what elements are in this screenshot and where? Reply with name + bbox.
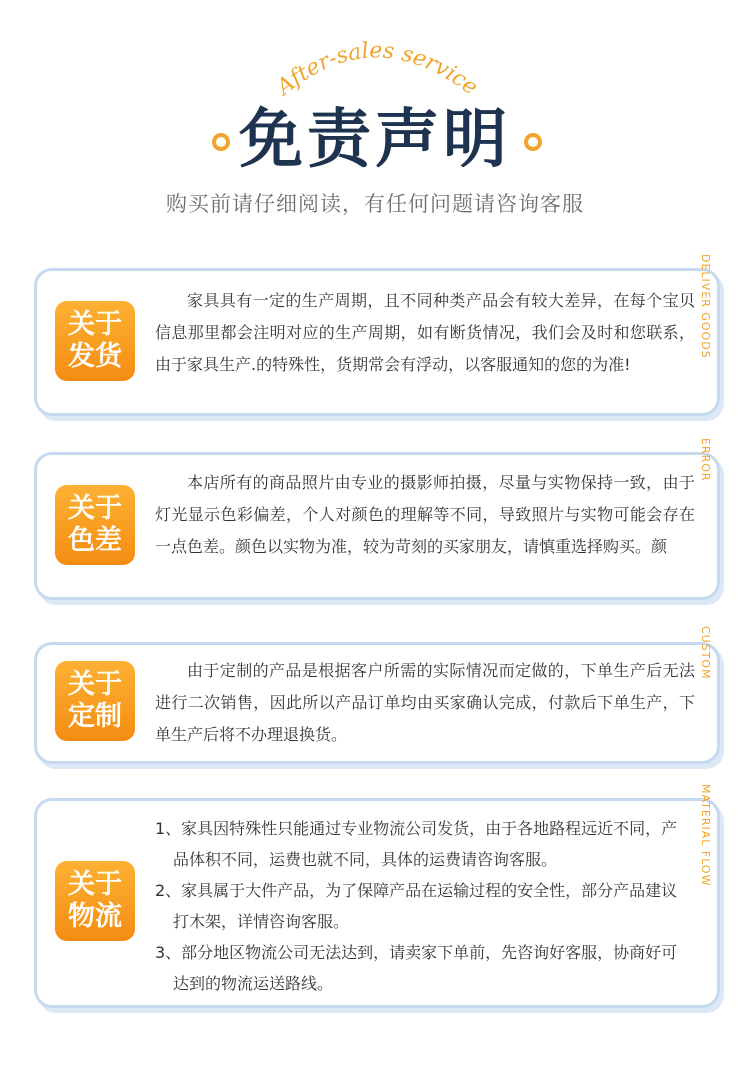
list-item: 1、家具因特殊性只能通过专业物流公司发货，由于各地路程远近不同，产品体积不同，运费也就不同，具体的运费请咨询客服。: [155, 819, 678, 869]
section-card-logistics: [34, 798, 720, 1008]
list-item: 3、部分地区物流公司无法达到，请卖家下单前，先咨询好客服，协商好可达到的物流运送路线。: [155, 943, 678, 993]
section-card-color: [34, 452, 720, 600]
decorative-dot-right: [524, 133, 542, 151]
after-sales-arc-text: [0, 0, 750, 110]
side-label-error: ERROR: [699, 438, 712, 482]
badge-delivery: 关于 发货: [55, 301, 135, 381]
page-subtitle: 购买前请仔细阅读，有任何问题请咨询客服: [166, 192, 584, 216]
section-card-custom: [34, 642, 720, 764]
section-text-color: 本店所有的商品照片由专业的摄影师拍摄，尽量与实物保持一致，由于灯光显示色彩偏差，个人对颜色的理解等不同，导致照片与实物可能会存在一点色差。颜色以实物为准，较为苛刻的买家朋友，请慎重选择购买。颜: [155, 473, 695, 556]
section-card-delivery: [34, 268, 720, 416]
side-label-material-flow: MATERIAL FLOW: [699, 784, 712, 887]
list-item: 2、家具属于大件产品，为了保障产品在运输过程的安全性，部分产品建议打木架，详情咨询客服。: [155, 881, 678, 931]
page-title: 免责声明: [239, 103, 511, 177]
section-text-delivery: 家具具有一定的生产周期，且不同种类产品会有较大差异，在每个宝贝信息那里都会注明对应的生产周期，如有断货情况，我们会及时和您联系，由于家具生产.的特殊性，货期常会有浮动，以客服通知的您的为准!: [155, 291, 695, 374]
badge-logistics: 关于 物流: [55, 861, 135, 941]
badge-color: 关于 色差: [55, 485, 135, 565]
side-label-deliver-goods: DELIVER GOODS: [699, 254, 712, 359]
section-text-custom: 由于定制的产品是根据客户所需的实际情况而定做的，下单生产后无法进行二次销售，因此所以产品订单均由买家确认完成，付款后下单生产，下单生产后将不办理退换货。: [155, 661, 695, 744]
section-list-logistics: [155, 813, 689, 999]
side-label-custom: CUSTOM: [699, 626, 712, 680]
svg-text:After-sales service: After-sales service: [272, 38, 483, 101]
badge-custom: 关于 定制: [55, 661, 135, 741]
